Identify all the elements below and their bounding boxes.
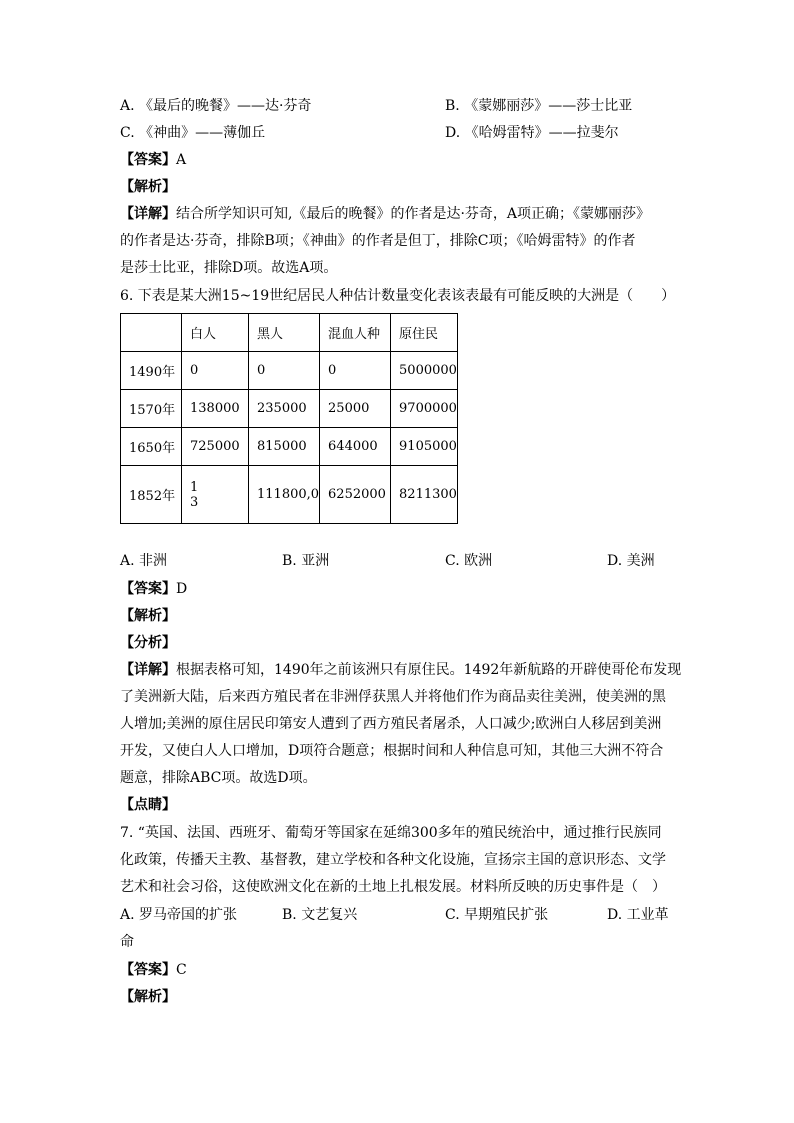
table-cell: 1852年 [121, 466, 182, 524]
table-header-cell: 原住民 [391, 314, 458, 352]
detail-label: 【详解】 [120, 662, 176, 678]
q6-stem: 6. 下表是某大洲15~19世纪居民人种估计数量变化表该表最有可能反映的大洲是（ ） [120, 288, 676, 304]
q5-option-b: B. 《蒙娜丽莎》——莎士比亚 [445, 98, 633, 114]
answer-value: C [176, 962, 187, 978]
q6-detail-line-1: 【详解】根据表格可知，1490年之前该洲只有原住民。1492年新航路的开辟使哥伦布发现 [120, 662, 682, 678]
q6-option-c: C. 欧洲 [445, 553, 493, 569]
q5-option-d: D. 《哈姆雷特》——拉斐尔 [445, 125, 619, 141]
q6-option-d: D. 美洲 [607, 553, 655, 569]
q5-detail-line-3: 是莎士比亚，排除D项。故选A项。 [120, 260, 338, 276]
table-header-cell: 白人 [182, 314, 249, 352]
q7-option-b: B. 文艺复兴 [282, 907, 358, 923]
q6-detail-line-3: 人增加;美洲的原住居民印第安人遭到了西方殖民者屠杀，人口减少;欧洲白人移居到美洲 [120, 716, 662, 732]
table-cell: 725000 [182, 428, 249, 466]
table-header-row [121, 314, 458, 352]
table-row [121, 352, 458, 390]
table-cell: 815000 [249, 428, 320, 466]
table-cell: 644000 [320, 428, 391, 466]
q6-analyze-heading: 【分析】 [120, 635, 176, 651]
q7-analysis-heading: 【解析】 [120, 989, 176, 1005]
q6-detail-line-4: 开发，又使白人人口增加，D项符合题意；根据时间和人种信息可知，其他三大洲不符合 [120, 743, 664, 759]
population-table [120, 313, 458, 524]
table-header-cell [121, 314, 182, 352]
q7-option-d-wrap: 命 [120, 934, 134, 950]
q5-detail-line-2: 的作者是达·芬奇，排除B项；《神曲》的作者是但丁，排除C项；《哈姆雷特》的作者 [120, 233, 636, 249]
q7-option-c: C. 早期殖民扩张 [445, 907, 549, 923]
table-cell: 0 [182, 352, 249, 390]
q7-stem-line-1: 7. “英国、法国、西班牙、葡萄牙等国家在延绵300多年的殖民统治中，通过推行民族同 [120, 825, 662, 841]
q7-stem-line-2: 化政策，传播天主教、基督教，建立学校和各种文化设施，宣扬宗主国的意识形态、文学 [120, 852, 666, 868]
table-row [121, 390, 458, 428]
table-cell: 138000 [182, 390, 249, 428]
q5-option-a: A. 《最后的晚餐》——达·芬奇 [120, 98, 312, 114]
q6-detail-line-2: 了美洲新大陆，后来西方殖民者在非洲俘获黑人并将他们作为商品卖往美洲，使美洲的黑 [120, 689, 666, 705]
q5-detail-line-1: 【详解】结合所学知识可知,《最后的晚餐》的作者是达·芬奇，A项正确；《蒙娜丽莎》 [120, 206, 651, 222]
table-cell: 9105000 [391, 428, 458, 466]
table-cell: 5000000 [391, 352, 458, 390]
table-cell: 9700000 [391, 390, 458, 428]
table-row [121, 428, 458, 466]
q6-detail-line-5: 题意，排除ABC项。故选D项。 [120, 770, 317, 786]
q7-answer [120, 960, 187, 980]
answer-label: 【答案】 [120, 962, 176, 978]
table-row [121, 466, 458, 524]
q7-stem-line-3: 艺术和社会习俗，这使欧洲文化在新的土地上扎根发展。材料所反映的历史事件是（ ） [120, 879, 666, 895]
table-cell: 1570年 [121, 390, 182, 428]
table-cell: 1490年 [121, 352, 182, 390]
answer-value: D [176, 581, 188, 597]
table-cell: 6252000 [320, 466, 391, 524]
q5-analysis-heading: 【解析】 [120, 179, 176, 195]
table-cell: 235000 [249, 390, 320, 428]
q5-option-c: C. 《神曲》——薄伽丘 [120, 125, 266, 141]
answer-label: 【答案】 [120, 581, 176, 597]
table-cell: 111800,0 [249, 466, 320, 524]
table-cell: 1650年 [121, 428, 182, 466]
table-cell: 1 3 [182, 466, 249, 524]
table-cell: 0 [320, 352, 391, 390]
q6-option-b: B. 亚洲 [282, 553, 330, 569]
q7-option-a: A. 罗马帝国的扩张 [120, 907, 238, 923]
table-cell: 25000 [320, 390, 391, 428]
table-cell: 0 [249, 352, 320, 390]
q6-option-a: A. 非洲 [120, 553, 168, 569]
table-header-cell: 混血人种 [320, 314, 391, 352]
q6-answer [120, 579, 187, 599]
q6-analysis-heading: 【解析】 [120, 608, 176, 624]
detail-label: 【详解】 [120, 206, 176, 222]
table-header-cell: 黑人 [249, 314, 320, 352]
q5-answer [120, 150, 186, 170]
q7-option-d: D. 工业革 [607, 907, 669, 923]
q6-comment-heading: 【点睛】 [120, 797, 176, 813]
table-cell: 8211300 [391, 466, 458, 524]
answer-value: A [176, 152, 187, 168]
answer-label: 【答案】 [120, 152, 176, 168]
